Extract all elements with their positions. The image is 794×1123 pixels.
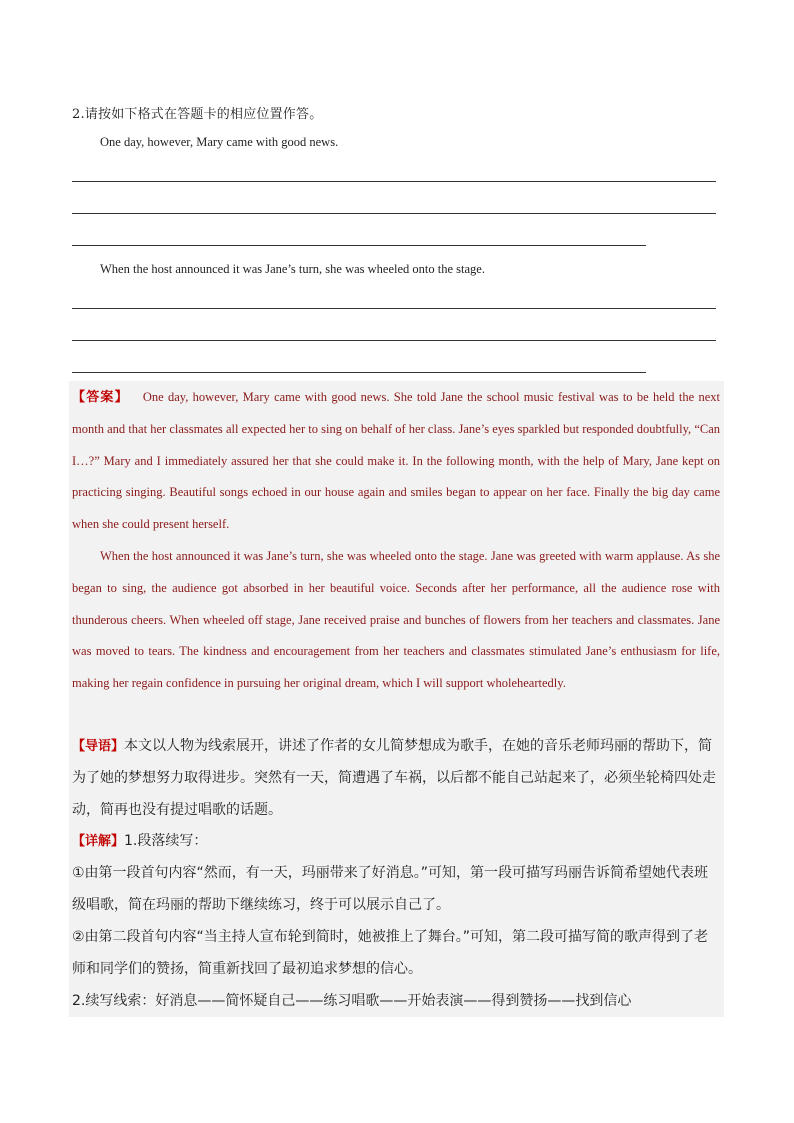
detail-heading-text: 1.段落续写：: [124, 833, 208, 849]
answer-tag: 【答案】: [72, 390, 129, 405]
answer-line: [72, 308, 716, 309]
detail-item-2: ②由第二段首句内容“当主持人宣布轮到简时，她被推上了舞台。”可知，第二段可描写简的歌声得到了老师和同学们的赞扬，简重新找回了最初追求梦想的信心。: [72, 929, 709, 977]
answer-line: [72, 181, 716, 182]
answer-line: [72, 245, 646, 246]
prompt-paragraph-1: One day, however, Mary came with good news.: [100, 135, 339, 149]
detail-tag: 【详解】: [72, 834, 125, 849]
answer-line: [72, 372, 646, 373]
guide-tag: 【导语】: [72, 739, 125, 754]
answer-line: [72, 213, 716, 214]
answer-text-1: One day, however, Mary came with good news. She told Jane the school music festival was to be held the next month and that her classmates all expected her to sing on behalf of her class. Jane’s eyes sparkled but responded doubtfully, “Can I…?” Mary and I immediately assured her that she could make it. In the following month, with the help of Mary, Jane kept on practicing singing. Beautiful songs echoed in our house again and smiles began to appear on her face. Finally the big day came when she could present herself.: [72, 390, 720, 532]
answer-paragraph-1: [72, 382, 720, 541]
detail-heading: [72, 826, 720, 858]
guide-text: 本文以人物为线索展开，讲述了作者的女儿简梦想成为歌手，在她的音乐老师玛丽的帮助下，简为了她的梦想努力取得进步。突然有一天，简遭遇了车祸，以后都不能自己站起来了，必须坐轮椅四处走动，简再也没有提过唱歌的话题。: [72, 738, 716, 818]
prompt-paragraph-2: When the host announced it was Jane’s turn, she was wheeled onto the stage.: [100, 262, 485, 276]
answer-paragraph-2: When the host announced it was Jane’s turn, she was wheeled onto the stage. Jane was greeted with warm applause. As she began to sing, the audience got absorbed in her beautiful voice. Seconds after her performance, all the audience rose with thunderous cheers. When wheeled off stage, Jane received praise and bunches of flowers from her teachers and classmates. Jane was moved to tears. The kindness and encouragement from her teachers and classmates stimulated Jane’s enthusiasm for life, making her regain confidence in pursuing her original dream, which I will support wholeheartedly.: [72, 549, 720, 691]
answer-line: [72, 340, 716, 341]
question-title: 2.请按如下格式在答题卡的相应位置作答。: [72, 107, 323, 122]
guide-paragraph: [72, 731, 720, 826]
detail-item-1: ①由第一段首句内容“然而，有一天，玛丽带来了好消息。”可知，第一段可描写玛丽告诉简希望她代表班级唱歌，简在玛丽的帮助下继续练习，终于可以展示自己了。: [72, 865, 709, 913]
detail-clues: 2.续写线索：好消息——简怀疑自己——练习唱歌——开始表演——得到赞扬——找到信心: [72, 993, 632, 1009]
